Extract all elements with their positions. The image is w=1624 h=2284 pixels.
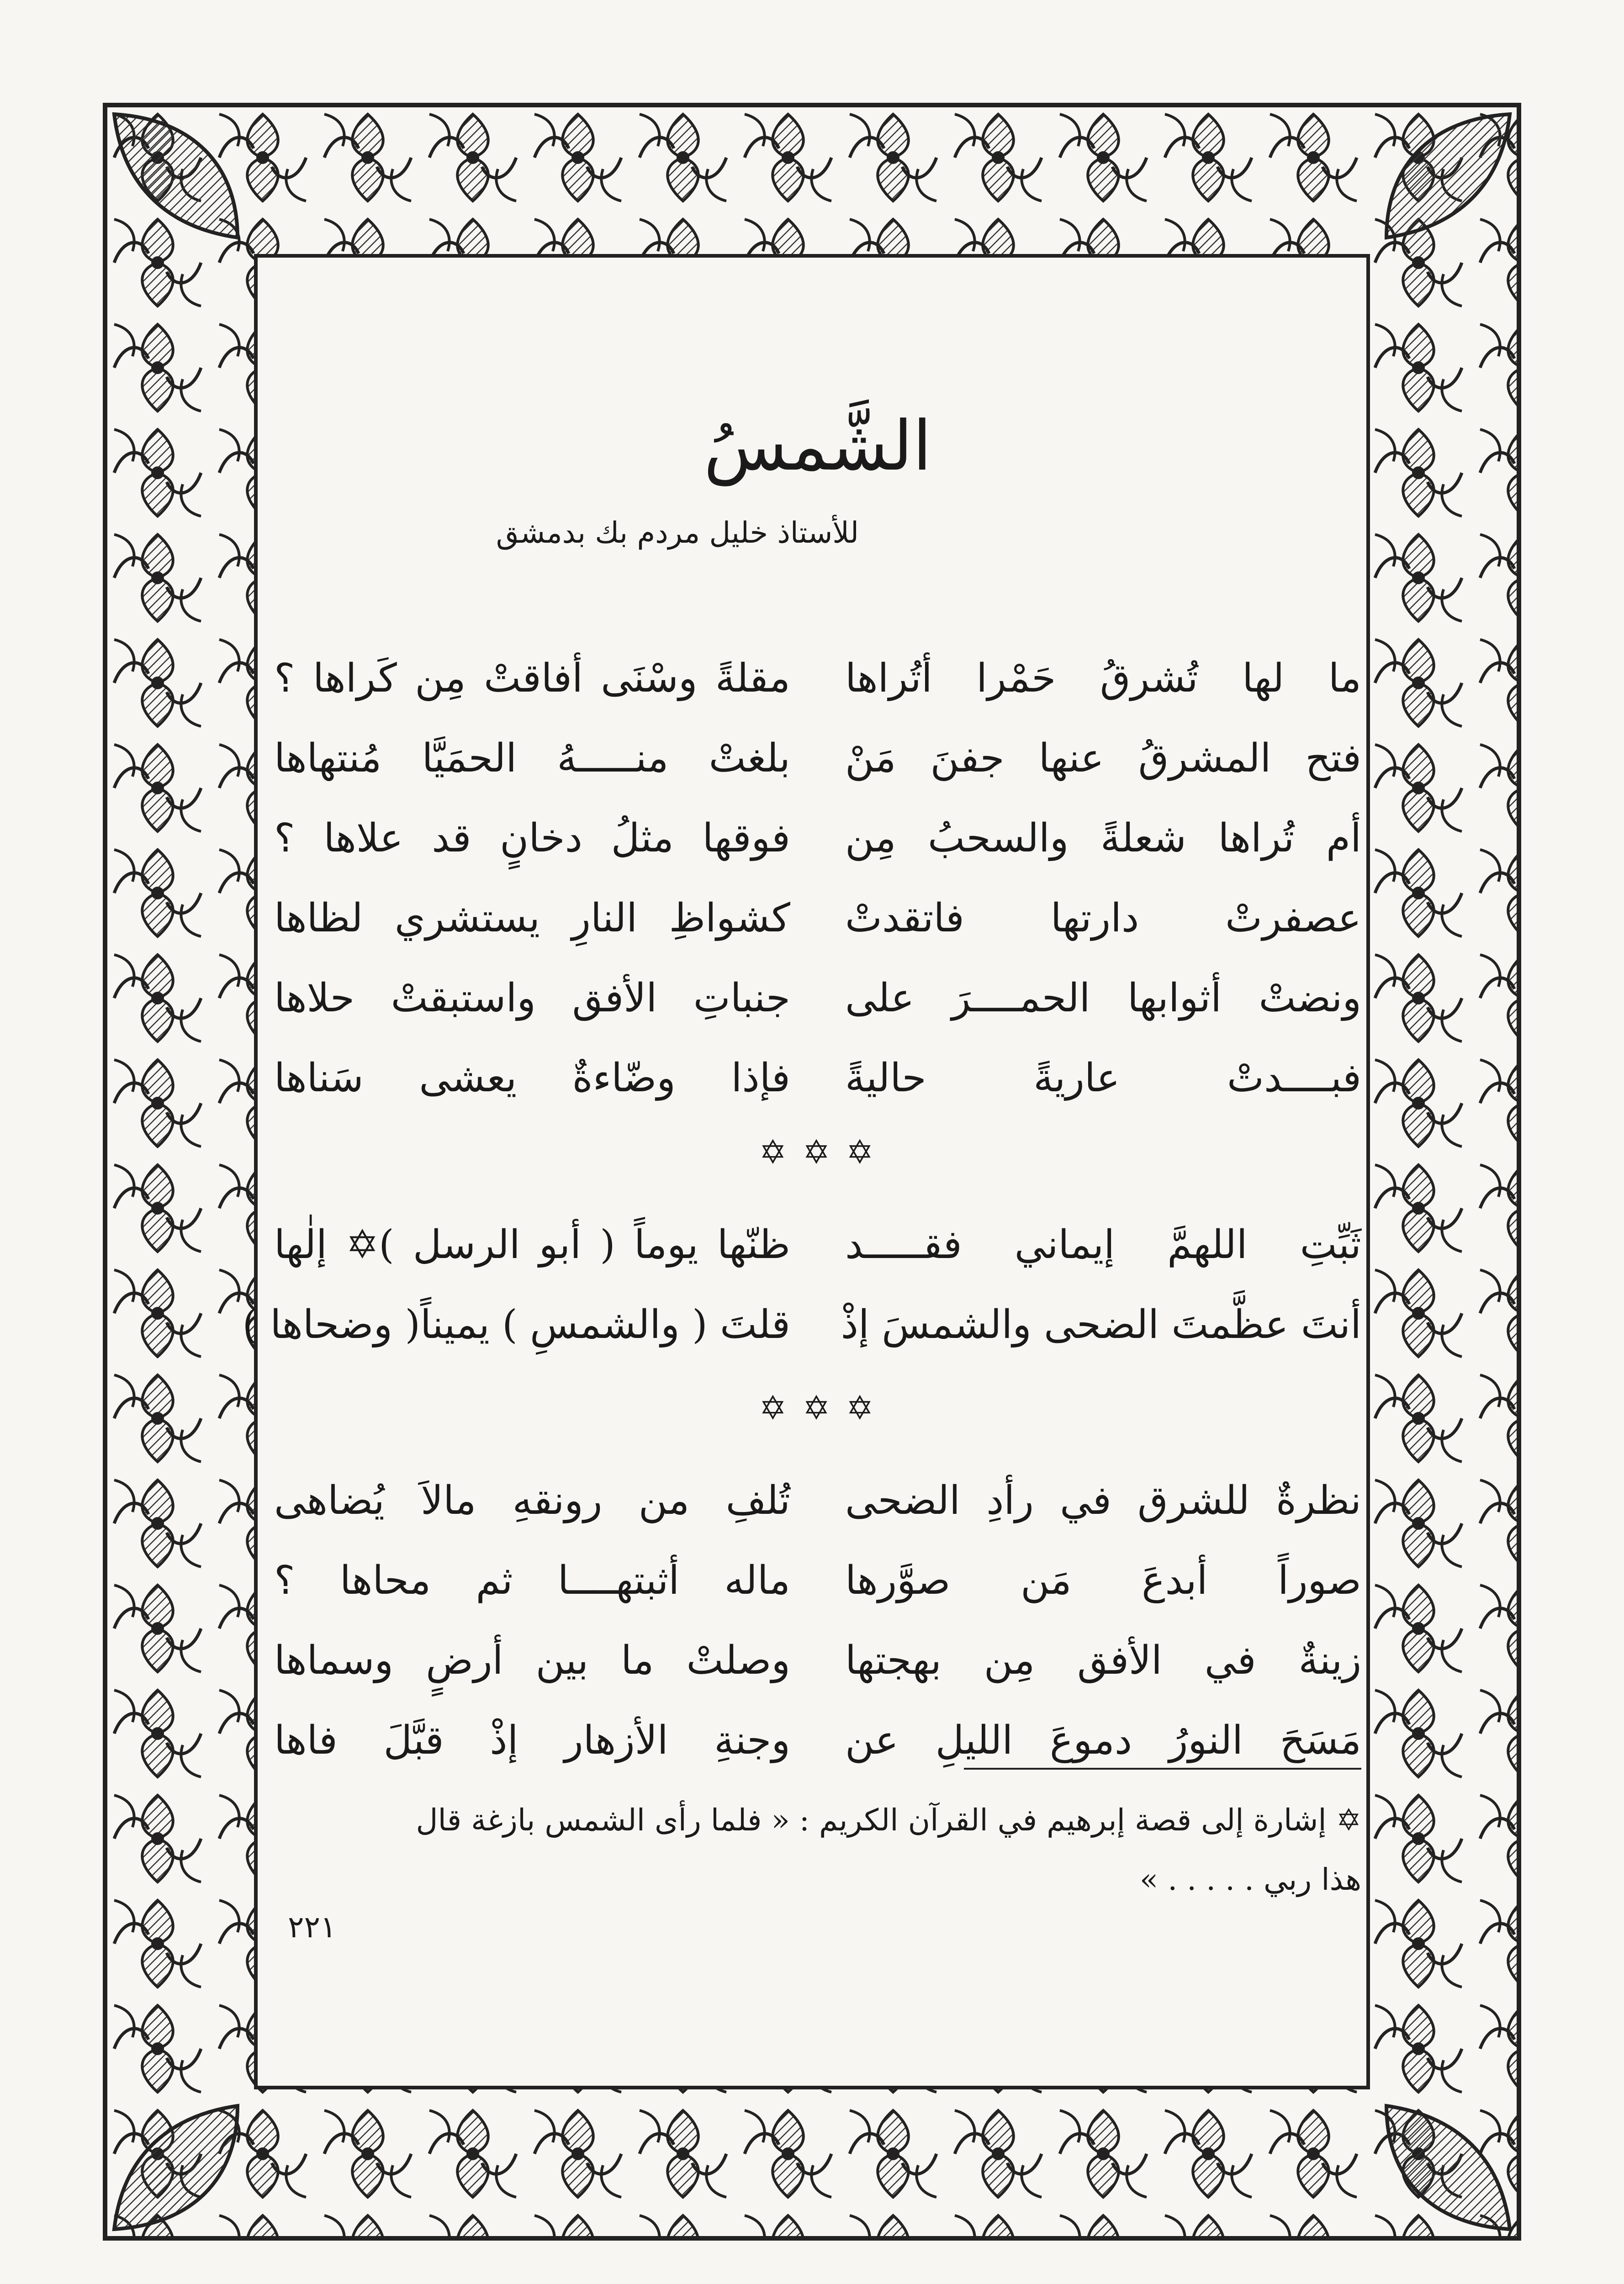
verse-first-hemistich: ثَبِّتِ اللهمَّ إيماني فقـــــد [845, 1222, 1361, 1268]
verse-second-hemistich: وصلتْ ما بين أرضٍ وسماها [274, 1638, 790, 1683]
verse [274, 1711, 1361, 1791]
page-number: ٢٢١ [288, 1909, 337, 1945]
verse-first-hemistich: عصفرتْ دارتها فاتقدتْ [845, 895, 1361, 941]
verse-second-hemistich: كشواظِ النارِ يستشري لظاها [274, 895, 790, 941]
stanza-2 [242, 1215, 1361, 1375]
verse-second-hemistich: قلتَ ( والشمسِ ) يميناً( وضحاها ) [242, 1302, 790, 1348]
footnote-line-2: هذا ربي . . . . . » [1139, 1862, 1361, 1897]
verse [274, 649, 1361, 729]
stanza-separator: ✡ ✡ ✡ [759, 1389, 877, 1427]
verse-second-hemistich: مقلةً وسْنَى أفاقتْ مِن كَراها ؟ [274, 656, 790, 701]
footnote [274, 1791, 1361, 1909]
verse-second-hemistich: فإذا وضّاءةٌ يعشى سَناها [274, 1055, 790, 1101]
footnote-line-1: ✡ إشارة إلى قصة إبرهيم في القرآن الكريم : « فلما رأى الشمس بازغة قال [416, 1803, 1361, 1838]
stanza-3 [274, 1471, 1361, 1791]
verse-first-hemistich: أم تُراها شعلةً والسحبُ مِن [845, 815, 1361, 861]
stanza-1 [274, 649, 1361, 1128]
verse [274, 809, 1361, 888]
verse [274, 888, 1361, 968]
verse-second-hemistich: ظنّها يوماً ( أبو الرسل )✡ إلٰها [274, 1222, 790, 1268]
stanza-separator: ✡ ✡ ✡ [759, 1133, 877, 1171]
verse-first-hemistich: فتح المشرقُ عنها جفنَ مَنْ [845, 735, 1361, 781]
page-content [242, 274, 1361, 2124]
poem-author: للأستاذ خليل مردم بك بدمشق [496, 516, 859, 550]
verse-first-hemistich: نظرةٌ للشرق في رأدِ الضحى [845, 1478, 1361, 1523]
verse-first-hemistich: مَسَحَ النورُ دموعَ الليلِ عن [845, 1718, 1361, 1763]
verse [274, 968, 1361, 1048]
verse-first-hemistich: ما لها تُشرقُ حَمْرا أتُراها [845, 656, 1361, 701]
verse-second-hemistich: جنباتِ الأفق واستبقتْ حلاها [274, 975, 790, 1021]
verse-first-hemistich: زينةٌ في الأفق مِن بهجتها [845, 1638, 1361, 1683]
verse [274, 1631, 1361, 1711]
verse [274, 1048, 1361, 1128]
verse [274, 729, 1361, 809]
verse-second-hemistich: وجنةِ الأزهار إذْ قبَّلَ فاها [274, 1718, 790, 1763]
verse-second-hemistich: فوقها مثلُ دخانٍ قد علاها ؟ [274, 815, 790, 861]
poem-title: الشَّمسُ [704, 407, 932, 486]
verse-second-hemistich: ماله أثبتهــــا ثم محاها ؟ [274, 1558, 790, 1603]
verse-first-hemistich: أنتَ عظَّمتَ الضحى والشمسَ إذْ [841, 1302, 1361, 1348]
verse [242, 1295, 1361, 1375]
verse [274, 1215, 1361, 1295]
verse-first-hemistich: صوراً أبدعَ مَن صوَّرها [845, 1558, 1361, 1603]
verse-second-hemistich: بلغتْ منـــــهُ الحمَيَّا مُنتهاها [274, 735, 790, 781]
verse [274, 1471, 1361, 1551]
verse-first-hemistich: ونضتْ أثوابها الحمــــرَ على [845, 975, 1361, 1021]
footnote-rule [964, 1768, 1361, 1770]
verse-first-hemistich: فبــــدتْ عاريةً حاليةً [845, 1055, 1361, 1101]
verse [274, 1551, 1361, 1631]
verse-second-hemistich: تُلفِ من رونقهِ مالاَ يُضاهى [274, 1478, 790, 1523]
